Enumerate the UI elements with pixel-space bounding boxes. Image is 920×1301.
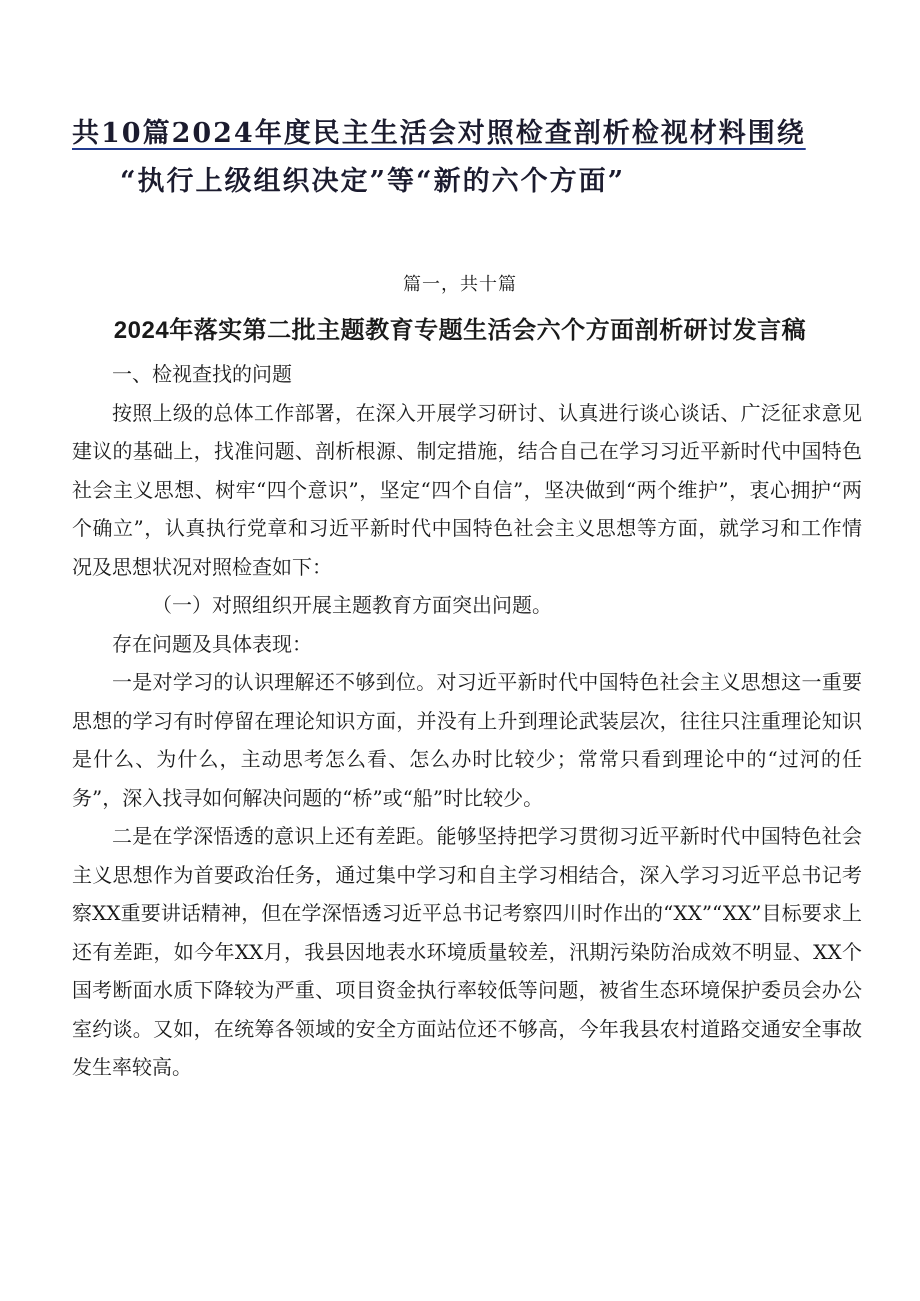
document-title: [72, 110, 872, 206]
issues-label: 存在问题及具体表现：: [112, 631, 312, 656]
paragraph: 按照上级的总体工作部署，在深入开展学习研讨、认真进行谈心谈话、广泛征求意见建议的基础上，找准问题、剖析根源、制定措施，结合自己在学习习近平新时代中国特色社会主义思想、树牢“四个意识”，坚定“四个自信”，坚决做到“两个维护”，衷心拥护“两个确立”，认真执行党章和习近平新时代中国特色社会主义思想等方面，就学习和工作情况及思想状况对照检查如下：: [72, 400, 862, 579]
subsection-heading: （一）对照组织开展主题教育方面突出问题。: [152, 593, 552, 617]
paragraph: 二是在学深悟透的意识上还有差距。能够坚持把学习贯彻习近平新时代中国特色社会主义思想作为首要政治任务，通过集中学习和自主学习相结合，深入学习习近平总书记考察XX重要讲话精神，但在学深悟透习近平总书记考察四川时作出的“XX”“XX”目标要求上还有差距，如今年XX月，我县因地表水环境质量较差，汛期污染防治成效不明显、XX个国考断面水质下降较为严重、项目资金执行率较低等问题，被省生态环境保护委员会办公室约谈。又如，在统筹各领域的安全方面站位还不够高，今年我县农村道路交通安全事故发生率较高。: [72, 824, 862, 1079]
part-label: 篇一，共十篇: [403, 274, 517, 295]
document-body: [72, 355, 862, 1087]
document-title-line-2: “执行上级组织决定”等“新的六个方面”: [120, 166, 626, 197]
article-heading: 2024年落实第二批主题教育专题生活会六个方面剖析研讨发言稿: [113, 317, 807, 344]
section-heading: 一、检视查找的问题: [112, 362, 292, 386]
document-title-line-1: 共10篇2024年度民主生活会对照检查剖析检视材料围绕: [72, 118, 806, 149]
paragraph: 一是对学习的认识理解还不够到位。对习近平新时代中国特色社会主义思想这一重要思想的学习有时停留在理论知识方面，并没有上升到理论武装层次，往往只注重理论知识是什么、为什么，主动思考怎么看、怎么办时比较少；常常只看到理论中的“过河的任务”，深入找寻如何解决问题的“桥”或“船”时比较少。: [72, 670, 862, 810]
